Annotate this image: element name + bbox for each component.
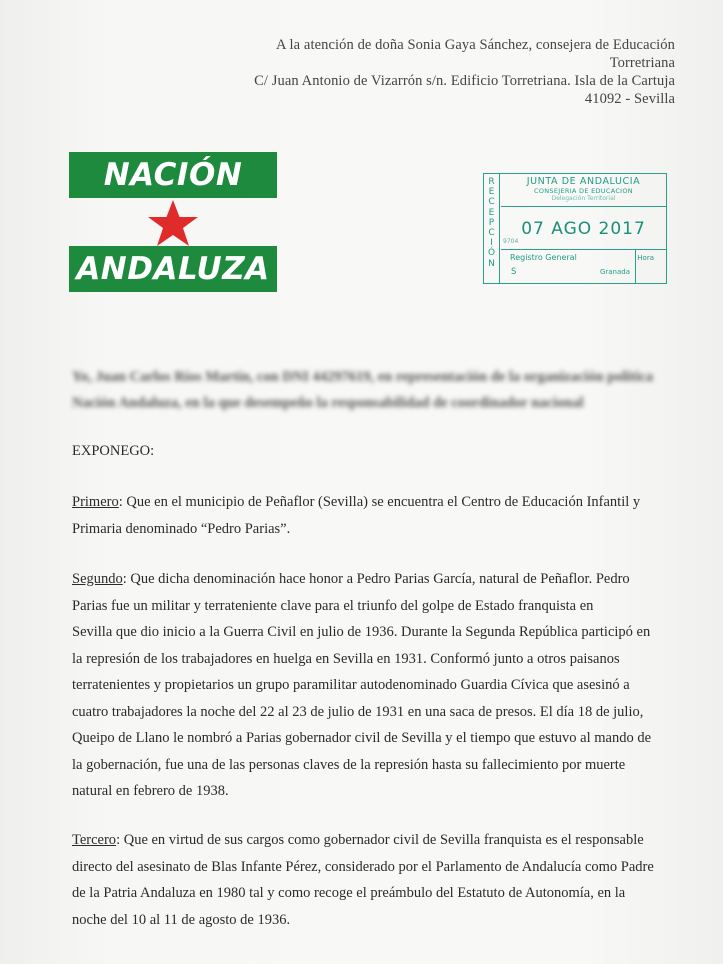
paragraph-label: Primero bbox=[72, 494, 119, 510]
stamp-hora: Hora bbox=[637, 254, 654, 262]
address-line: 41092 - Sevilla bbox=[584, 91, 675, 107]
paragraph-tercero: Tercero: Que en virtud de sus cargos como gobernador civil de Sevilla franquista es el responsable directo del asesinato de Blas Infante Pérez, considerado por el Parlamento de Andalucía como Padre de la Patria Andaluza en 1980 tal y como recoge el preámbulo del Estatuto de Autonomía, en la noche del 10 al 11 de agosto de 1936. bbox=[72, 832, 654, 928]
redacted-sender: Yo, Juan Carlos Ríos Martín, con DNI 44297619, en representación de la organización política Nación Andaluza, en la que desempeño la responsabilidad de coordinador nacional bbox=[72, 369, 654, 411]
paragraph-label: Tercero bbox=[72, 832, 117, 848]
stamp-city: Granada bbox=[599, 268, 630, 276]
paragraph-label: Segundo bbox=[72, 571, 123, 587]
stamp-org: JUNTA DE ANDALUCIA bbox=[526, 176, 641, 187]
reception-stamp bbox=[483, 173, 667, 284]
recipient-address bbox=[254, 36, 675, 108]
stamp-sub: Delegación Territorial bbox=[551, 195, 616, 202]
stamp-header bbox=[501, 174, 666, 207]
heading: EXPONEGO: bbox=[72, 443, 155, 459]
paragraph-primero: Primero: Que en el municipio de Peñaflor (Sevilla) se encuentra el Centro de Educación Infantil y Primaria denominado “Pedro Parias”. bbox=[72, 494, 641, 537]
stamp-side-label: R E C E P C I Ó N bbox=[484, 174, 500, 283]
stamp-date: 07 AGO 2017 bbox=[501, 207, 666, 250]
paragraph-segundo: Segundo: Que dicha denominación hace honor a Pedro Parias García, natural de Peñaflor. Pedro Parias fue un militar y terrateniente clave para el triunfo del golpe de Estado franquista en Sevilla que dio inicio a la Guerra Civil en julio de 1936. Durante la Segunda República participó en la represión de los trabajadores en huelga en Sevilla en 1931. Conformó junto a otros paisanos terratenientes y propietarios un grupo paramilitar autodenominado Guardia Cívica que asesinó a cuatro trabajadores la noche del 22 al 23 de julio de 1931 en una saca de presos. El día 18 de julio, Queipo de Llano le nombró a Parias gobernador civil de Sevilla y el tiempo que estuvo al mando de la gobernación, fue una de las personas claves de la represión hasta su fallecimiento por muerte natural en febrero de 1938. bbox=[72, 571, 652, 799]
address-line: A la atención de doña Sonia Gaya Sánchez, consejera de Educación bbox=[276, 37, 675, 53]
star-icon bbox=[145, 199, 201, 247]
address-line: C/ Juan Antonio de Vizarrón s/n. Edificio Torretriana. Isla de la Cartuja bbox=[254, 73, 675, 89]
nacion-andaluza-logo bbox=[69, 152, 277, 294]
logo-top-band: NACIÓN bbox=[69, 152, 277, 198]
address-line: Torretriana bbox=[609, 55, 675, 71]
stamp-number: 9704 bbox=[503, 238, 519, 245]
stamp-registry-code: S bbox=[511, 267, 517, 277]
stamp-dept: CONSEJERIA DE EDUCACION bbox=[534, 187, 633, 195]
stamp-registry-label: Registro General bbox=[510, 253, 577, 262]
stamp-registry bbox=[501, 250, 636, 283]
logo-bottom-band: ANDALUZA bbox=[69, 246, 277, 292]
